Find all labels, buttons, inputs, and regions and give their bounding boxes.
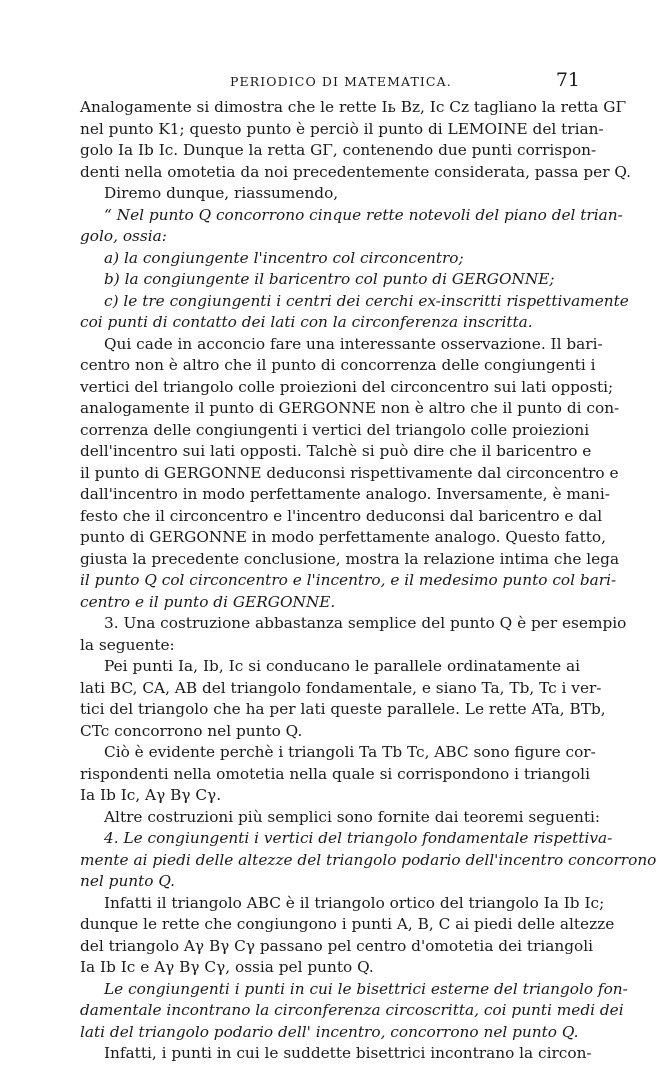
text-line: dunque le rette che congiungono i punti A, B, C ai piedi delle altezze: [80, 915, 615, 933]
theorem-line: damentale incontrano la circonferenza circoscritta, coi punti medi dei: [80, 1001, 624, 1019]
text-line: giusta la precedente conclusione, mostra la relazione intima che lega: [80, 549, 620, 568]
text-line: punto di GERGONNE in modo perfettamente analogo. Questo fatto,: [80, 528, 606, 546]
text-line: lati BC, CA, AB del triangolo fondamentale, e siano Ta, Tb, Tc i ver-: [80, 678, 602, 697]
text-line: festo che il circoncentro e l'incentro deduconsi dal baricentro e dal: [80, 506, 603, 525]
text-line: il punto di GERGONNE deduconsi rispettivamente dal circoncentro e: [80, 463, 619, 482]
page-body: [80, 97, 656, 1065]
text-line: la seguente:: [80, 635, 175, 654]
text-line: Infatti il triangolo ABC è il triangolo ortico del triangolo Ia Ib Ic;: [104, 893, 605, 912]
list-item-c: c) le tre congiungenti i centri dei cerchi ex-inscritti rispettivamente: [104, 291, 629, 310]
section-3-heading: 3. Una costruzione abbastanza semplice del punto Q è per esempio: [104, 614, 627, 632]
text-line: rispondenti nella omotetia nella quale si corrispondono i triangoli: [80, 764, 590, 783]
text-line: tici del triangolo che ha per lati queste parallele. Le rette ATa, BTb,: [80, 700, 606, 718]
list-item-c-cont: coi punti di contatto dei lati con la circonferenza inscritta.: [80, 313, 533, 331]
text-line: Diremo dunque, riassumendo,: [104, 184, 339, 202]
text-line: Analogamente si dimostra che le rette Iь Bz, Ic Cz tagliano la retta GΓ: [80, 98, 627, 116]
text-line: nel punto K1; questo punto è perciò il punto di LEMOINE del trian-: [80, 119, 604, 138]
text-line: centro e il punto di GERGONNE.: [80, 592, 336, 611]
text-line: centro non è altro che il punto di concorrenza delle congiungenti i: [80, 356, 596, 374]
section-4-heading: 4. Le congiungenti i vertici del triangolo fondamentale rispettiva-: [104, 829, 613, 847]
text-line: denti nella omotetia da noi precedentemente considerata, passa per Q.: [80, 162, 632, 181]
text-line: Ciò è evidente perchè i triangoli Ta Tb Tc, ABC sono figure cor-: [104, 743, 596, 761]
text-line: dell'incentro sui lati opposti. Talchè si può dire che il baricentro e: [80, 442, 592, 460]
text-line: analogamente il punto di GERGONNE non è altro che il punto di con-: [80, 399, 620, 417]
text-line: CTc concorrono nel punto Q.: [80, 721, 303, 740]
text-line: il punto Q col circoncentro e l'incentro, e il medesimo punto col bari-: [80, 571, 617, 589]
list-item-b: b) la congiungente il baricentro col punto di GERGONNE;: [104, 270, 555, 288]
page-number: 71: [555, 69, 580, 91]
theorem-line: golo, ossia:: [80, 227, 167, 245]
theorem-line: nel punto Q.: [80, 872, 176, 890]
text-line: Ia Ib Ic e Aγ Bγ Cγ, ossia pel punto Q.: [80, 958, 374, 976]
journal-title: PERIODICO DI MATEMATICA.: [230, 74, 452, 89]
text-line: Ia Ib Ic, Aγ Bγ Cγ.: [80, 786, 222, 804]
theorem-line: “ Nel punto Q concorrono cinque rette notevoli del piano del trian-: [104, 205, 623, 224]
text-line: Pei punti Ia, Ib, Ic si conducano le parallele ordinatamente ai: [104, 657, 580, 675]
text-line: dall'incentro in modo perfettamente analogo. Inversamente, è mani-: [80, 485, 610, 503]
text-line: vertici del triangolo colle proiezioni del circoncentro sui lati opposti;: [80, 377, 614, 396]
theorem-line: lati del triangolo podario dell' incentro, concorrono nel punto Q.: [80, 1022, 579, 1041]
text-line: Infatti, i punti in cui le suddette bisettrici incontrano la circon-: [104, 1044, 592, 1062]
running-header: [80, 69, 580, 94]
text-line: correnza delle congiungenti i vertici del triangolo colle proiezioni: [80, 420, 590, 439]
theorem-line: Le congiungenti i punti in cui le bisettrici esterne del triangolo fon-: [104, 979, 628, 998]
text-line: Altre costruzioni più semplici sono fornite dai teoremi seguenti:: [104, 807, 601, 826]
text-line: Qui cade in acconcio fare una interessante osservazione. Il bari-: [104, 334, 603, 353]
theorem-line: mente ai piedi delle altezze del triangolo podario dell'incentro concorrono: [80, 850, 656, 869]
list-item-a: a) la congiungente l'incentro col circoncentro;: [104, 248, 464, 267]
text-line: golo Ia Ib Ic. Dunque la retta GΓ, contenendo due punti corrispon-: [80, 141, 597, 159]
text-line: del triangolo Aγ Bγ Cγ passano pel centro d'omotetia dei triangoli: [80, 936, 594, 955]
